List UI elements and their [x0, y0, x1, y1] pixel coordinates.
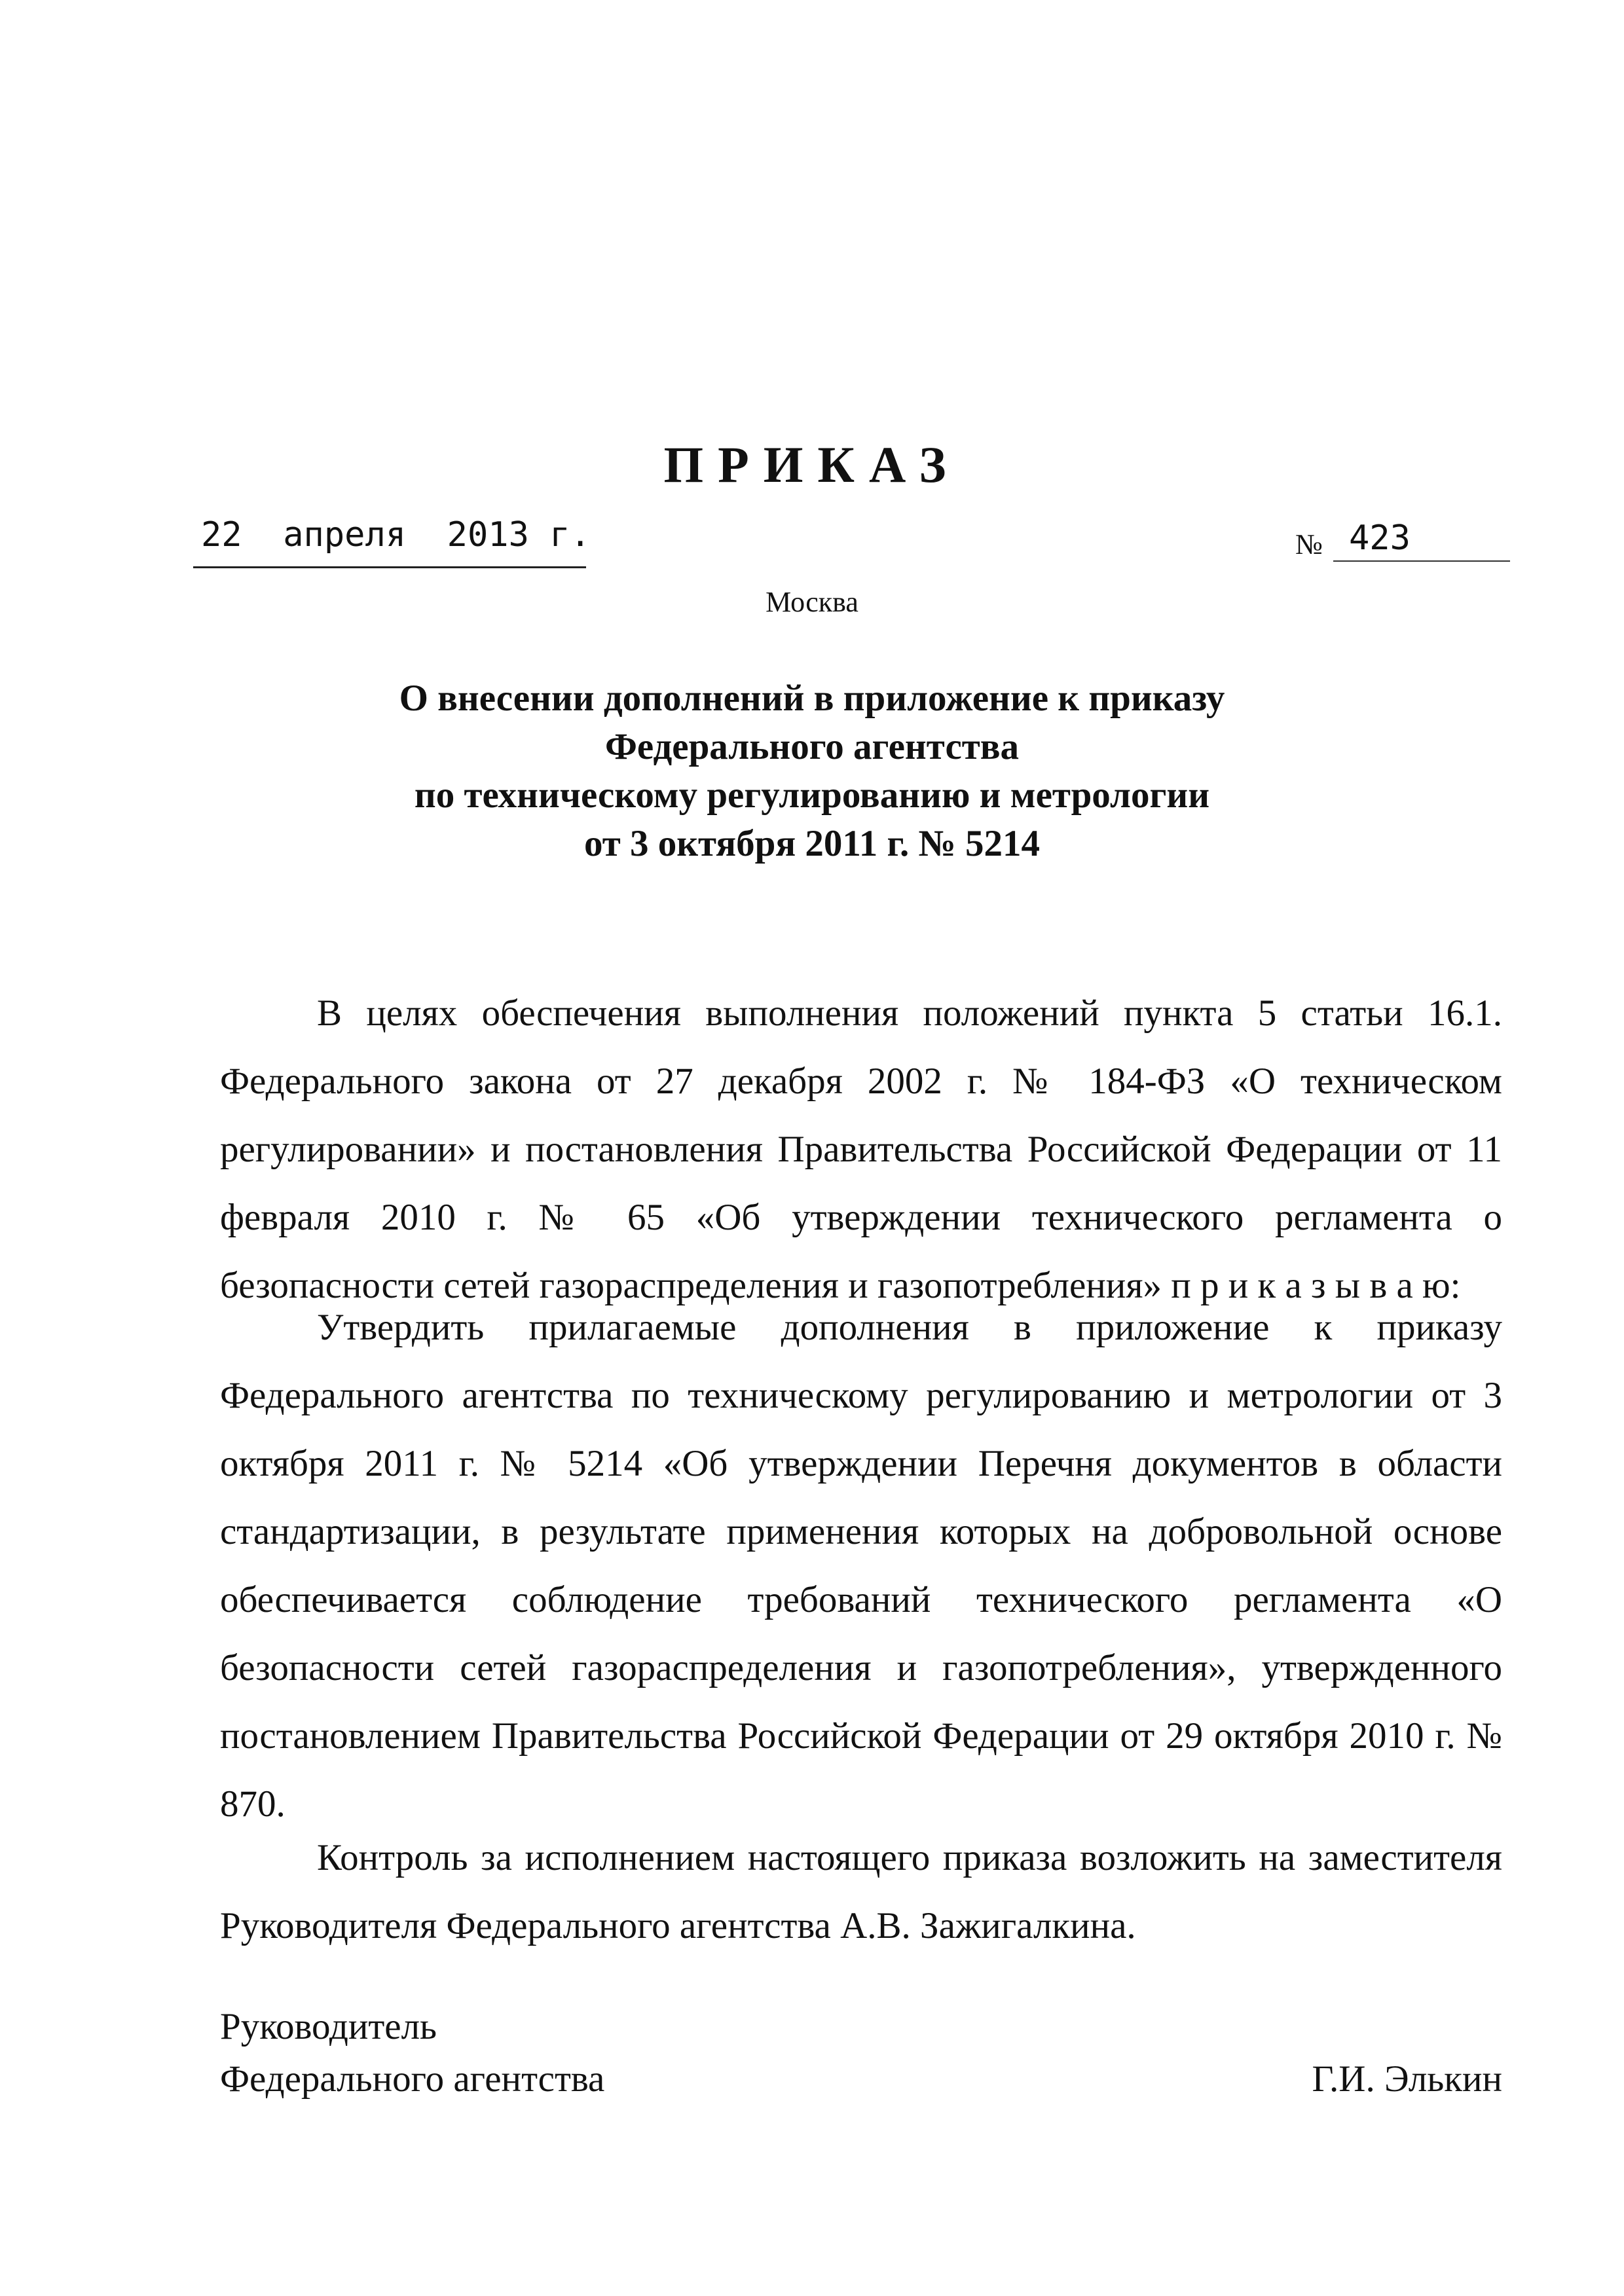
paragraph-text: Утвердить прилагаемые дополнения в приложение к приказу Федерального агентства по техническому регулированию и метрологии от 3 октября 2011 г. № 5214 «Об утверждении Перечня документов в области стандартизации, в результате применения которых на добровольной основе обеспечивается соблюдение требований технического регламента «О безопасности сетей газораспределения и газопотребления», утвержденного постановлением Правительства Российской Федерации от 29 октября 2010 г. № 870. [220, 1307, 1502, 1825]
paragraph-control [220, 1824, 1502, 1960]
paragraph-text: В целях обеспечения выполнения положений пункта 5 статьи 16.1. Федерального закона от 27 декабря 2002 г. № 184-ФЗ «О техническом регулировании» и постановления Правительства Российской Федерации от 11 февраля 2010 г. № 65 «Об утверждении технического регламента о безопасности сетей газораспределения и газопотребления» п р и к а з ы в а ю: [220, 993, 1502, 1306]
date-text: 22 апреля 2013 г. [201, 515, 591, 555]
paragraph-preamble [220, 979, 1502, 1320]
paragraph-text: Контроль за исполнением настоящего приказа возложить на заместителя Руководителя Федерального агентства А.В. Зажигалкина. [220, 1837, 1502, 1946]
heading-line: Федерального агентства [604, 726, 1020, 767]
heading-line: О внесении дополнений в приложение к приказу [399, 678, 1225, 719]
number-sign: № [1295, 528, 1323, 560]
paragraph-approve [220, 1294, 1502, 1838]
number-field [1333, 517, 1510, 562]
city-name: Москва [766, 586, 858, 618]
heading-line: от 3 октября 2011 г. № 5214 [583, 823, 1041, 864]
signatory-name: Г.И. Элькин [1312, 2058, 1502, 2100]
heading-line: по техническому регулированию и метрологии [414, 774, 1210, 816]
signature-block [220, 2001, 1502, 2105]
date-field [193, 507, 591, 568]
signatory-position: Руководитель [220, 2006, 437, 2047]
document-heading [0, 674, 1624, 868]
number-value: 423 [1349, 519, 1411, 558]
signatory-position: Федерального агентства [220, 2058, 605, 2100]
document-title: ПРИКАЗ [663, 436, 961, 493]
